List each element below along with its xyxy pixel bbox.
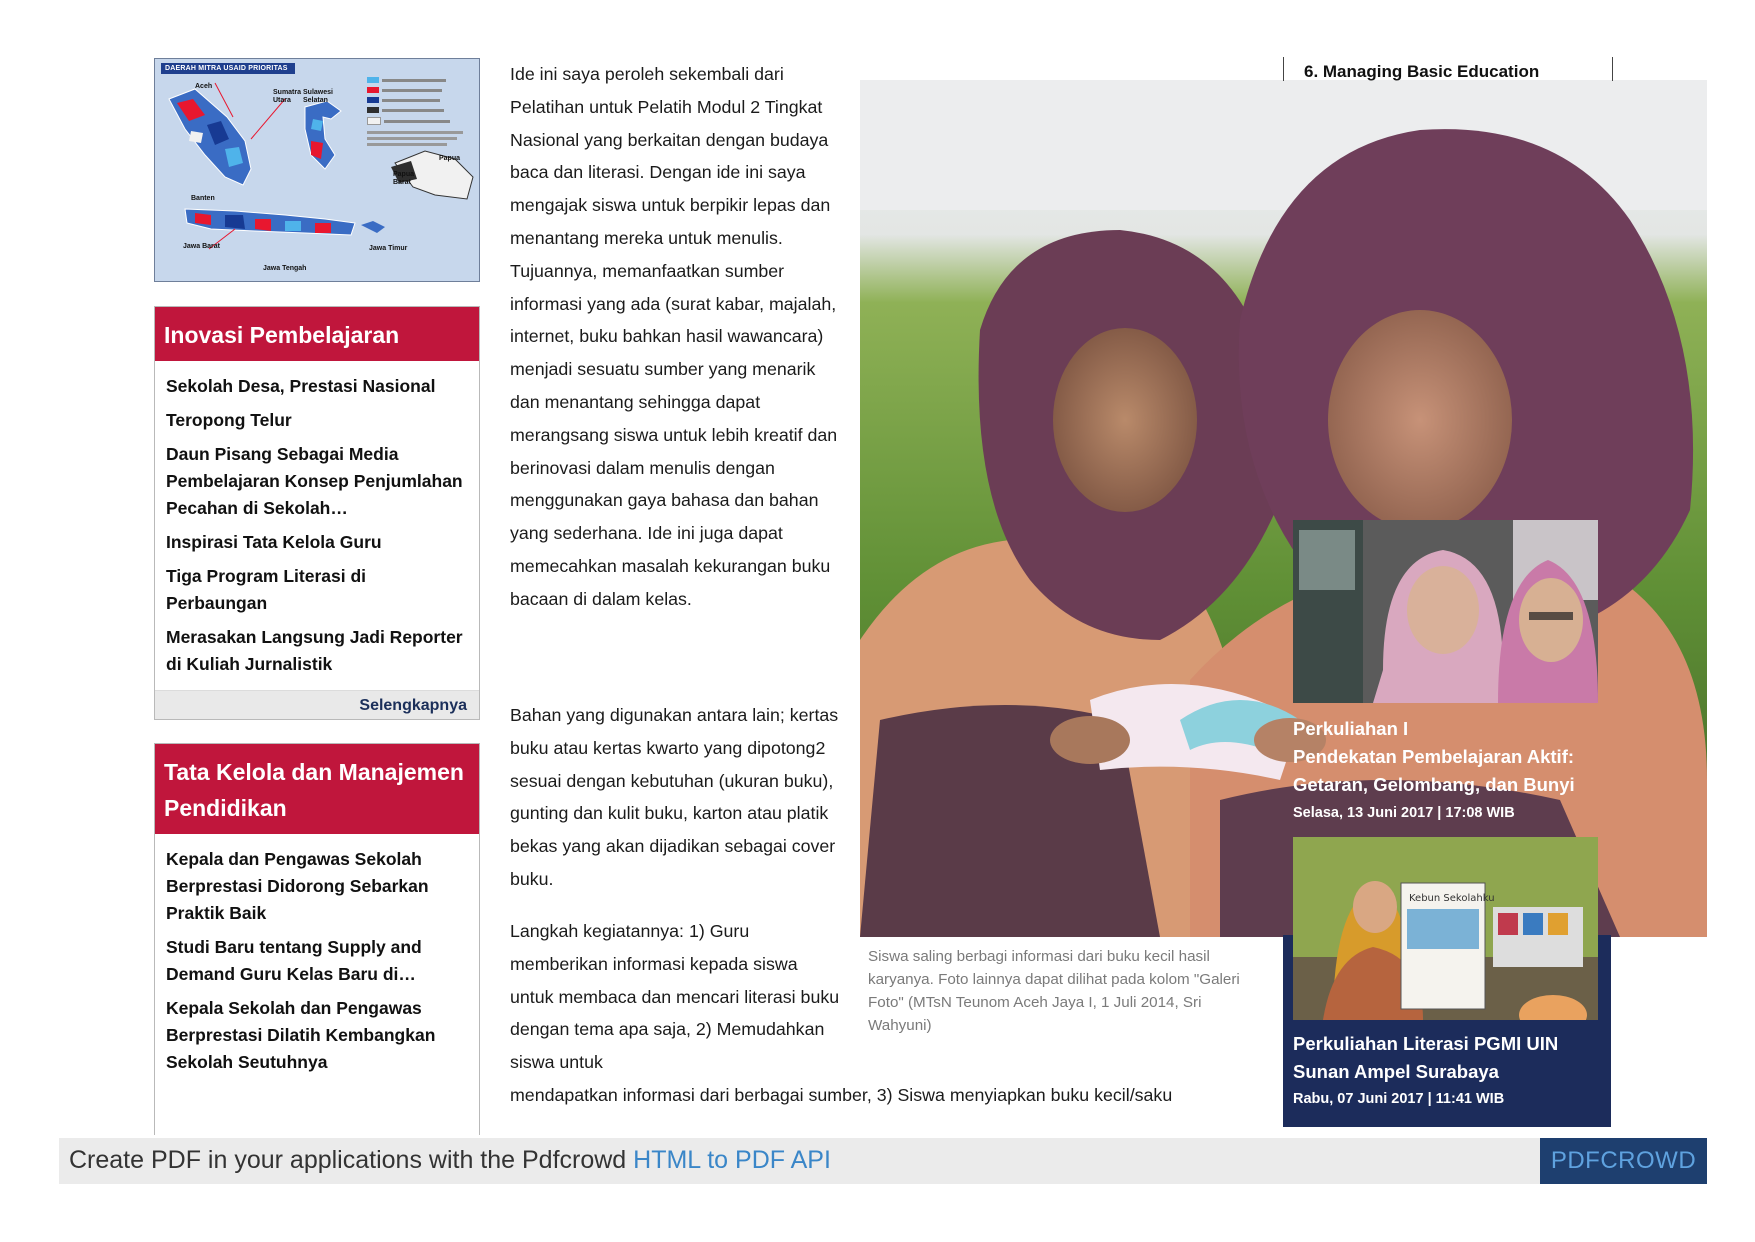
news-date: Rabu, 07 Juni 2017 | 11:41 WIB bbox=[1293, 1091, 1505, 1107]
sidebar-link[interactable]: Kepala dan Pengawas Sekolah Berprestasi Didorong Sebarkan Praktik Baik bbox=[166, 849, 429, 923]
article-paragraph: Ide ini saya peroleh sekembali dari Pelatihan untuk Pelatih Modul 2 Tingkat Nasional yang berkaitan dengan budaya baca dan literasi. Dengan ide ini saya mengajak siswa untuk berpikir lepas dan menantang mereka untuk menulis. Tujuannya, memanfaatkan sumber informasi yang ada (surat kabar, majalah, internet, buku bahkan hasil wawancara) menjadi sesuatu sumber yang menarik dan menantang sehingga dapat merangsang siswa untuk lebih kreatif dan berinovasi dalam menulis dengan menggunakan gaya bahasa dan bahan yang sederhana. Ide ini juga dapat memecahkan masalah kekurangan buku bacaan di dalam kelas. bbox=[510, 64, 838, 609]
sidebar-box-tata-kelola bbox=[154, 743, 480, 1135]
sidebar-link[interactable]: Inspirasi Tata Kelola Guru bbox=[166, 532, 382, 552]
article-paragraph: Langkah kegiatannya: 1) Guru memberikan informasi kepada siswa untuk membaca dan mencari literasi buku dengan tema apa saja, 2) Memudahkan siswa untuk bbox=[510, 921, 840, 1073]
topic-heading[interactable]: 6. Managing Basic Education bbox=[1283, 57, 1613, 81]
news-title-line[interactable]: Pendekatan Pembelajaran Aktif: bbox=[1293, 746, 1575, 767]
legend-swatch bbox=[367, 97, 379, 103]
news-thumbnail[interactable] bbox=[1293, 837, 1598, 1020]
news-title[interactable]: Perkuliahan Literasi PGMI UIN Sunan Ampel Surabaya bbox=[1293, 1033, 1559, 1082]
sidebar-box-title[interactable]: Inovasi Pembelajaran bbox=[155, 307, 479, 361]
news-title-line[interactable]: Perkuliahan I bbox=[1293, 718, 1409, 739]
news-thumbnail[interactable] bbox=[1293, 520, 1598, 703]
map-label: Jawa Timur bbox=[369, 245, 408, 252]
map-label: Jawa Tengah bbox=[263, 265, 307, 272]
map-label: Papua bbox=[439, 155, 461, 162]
sidebar-link[interactable]: Merasakan Langsung Jadi Reporter di Kuliah Jurnalistik bbox=[166, 627, 463, 674]
legend-swatch bbox=[367, 107, 379, 113]
sidebar-box-list bbox=[155, 834, 479, 1087]
map-label: Sumatra Utara bbox=[273, 89, 302, 104]
footer-api-link[interactable]: HTML to PDF API bbox=[633, 1146, 831, 1174]
map-label: Papua Barat bbox=[393, 171, 415, 186]
map-label: Aceh bbox=[195, 83, 213, 90]
map-label: Jawa Barat bbox=[183, 243, 220, 250]
more-link[interactable]: Selengkapnya bbox=[155, 690, 479, 719]
article-paragraph: Bahan yang digunakan antara lain; kertas buku atau kertas kwarto yang dipotong2 sesuai dengan kebutuhan (ukuran buku), gunting dan kulit buku, karton atau platik bekas yang akan dijadikan sebagai cover buku. bbox=[510, 705, 839, 889]
lecture-photo-1 bbox=[1293, 520, 1598, 703]
map-legend bbox=[367, 77, 473, 146]
sidebar-link[interactable]: Tiga Program Literasi di Perbaungan bbox=[166, 566, 367, 613]
legend-swatch bbox=[367, 77, 379, 83]
photo-caption: Siswa saling berbagi informasi dari buku kecil hasil karyanya. Foto lainnya dapat dilihat pada kolom "Galeri Foto" (MTsN Teunom Aceh Jaya I, 1 Juli 2014, Sri Wahyuni) bbox=[868, 948, 1240, 1034]
sidebar-link[interactable]: Studi Baru tentang Supply and Demand Guru Kelas Baru di… bbox=[166, 937, 422, 984]
sidebar-box-inovasi bbox=[154, 306, 480, 720]
sidebar-link[interactable]: Kepala Sekolah dan Pengawas Berprestasi Dilatih Kembangkan Sekolah Seutuhnya bbox=[166, 998, 436, 1072]
article-paragraph: mendapatkan informasi dari berbagai sumber, 3) Siswa menyiapkan buku kecil/saku bbox=[510, 1085, 1173, 1105]
news-card-1[interactable] bbox=[1293, 715, 1605, 821]
map-label: Banten bbox=[191, 195, 215, 202]
news-title-line[interactable]: Getaran, Gelombang, dan Bunyi bbox=[1293, 774, 1575, 795]
news-date: Selasa, 13 Juni 2017 | 17:08 WIB bbox=[1293, 805, 1515, 821]
footer-text bbox=[69, 1146, 831, 1175]
footer-text-lead: Create PDF in your applications with the Pdfcrowd bbox=[69, 1146, 634, 1174]
legend-swatch bbox=[367, 87, 379, 93]
priority-region-map[interactable] bbox=[154, 58, 480, 282]
sidebar-box-title[interactable]: Tata Kelola dan Manajemen Pendidikan bbox=[155, 744, 479, 834]
pdfcrowd-logo[interactable]: PDFCROWD bbox=[1540, 1138, 1707, 1184]
sidebar-box-list bbox=[155, 361, 479, 689]
news-card-2[interactable] bbox=[1293, 1030, 1605, 1107]
poster-text: Kebun Sekolahku bbox=[1409, 893, 1495, 904]
map-label: Sulawesi Selatan bbox=[303, 89, 333, 104]
map-title: DAERAH MITRA USAID PRIORITAS bbox=[161, 63, 295, 74]
legend-swatch bbox=[367, 117, 381, 125]
sidebar-link[interactable]: Daun Pisang Sebagai Media Pembelajaran Konsep Penjumlahan Pecahan di Sekolah… bbox=[166, 444, 463, 518]
sidebar-link[interactable]: Sekolah Desa, Prestasi Nasional bbox=[166, 376, 436, 396]
pdfcrowd-footer bbox=[59, 1138, 1707, 1184]
sidebar-link[interactable]: Teropong Telur bbox=[166, 410, 292, 430]
lecture-photo-2 bbox=[1293, 837, 1598, 1020]
